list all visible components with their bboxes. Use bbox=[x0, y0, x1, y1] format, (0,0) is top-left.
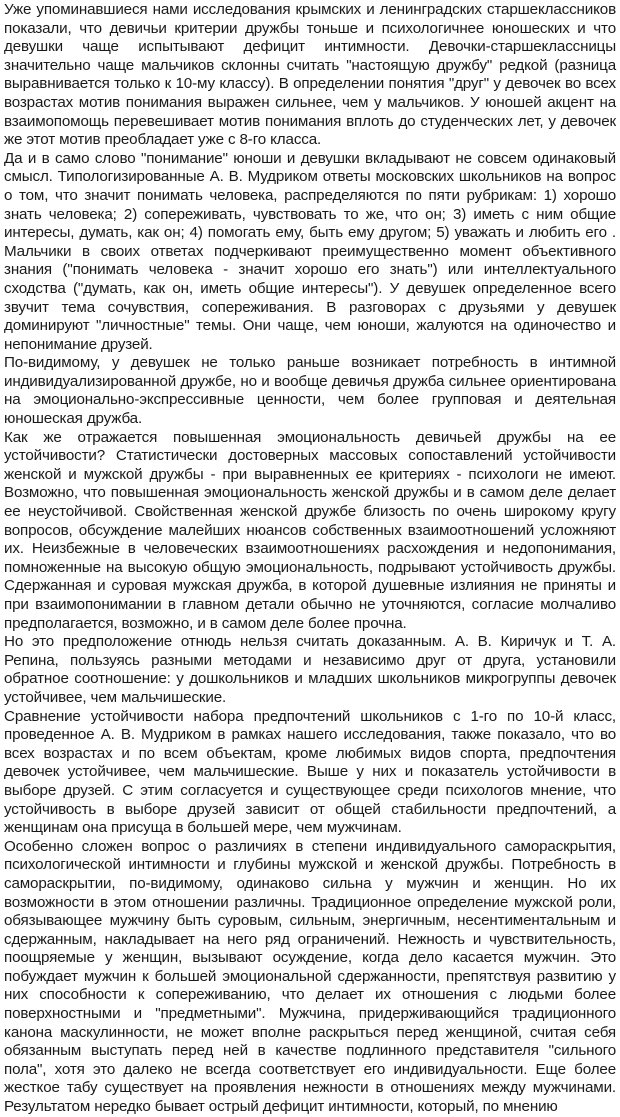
document-page bbox=[4, 0, 616, 1117]
paragraph-3: По-видимому, у девушек не только раньше возникает потребность в интимной индивидуализированной дружбе, но и вообще девичья дружба сильнее ориентирована на эмоционально-экспрессивные ценности, чем более групповая и деятельная юношеская дружба. bbox=[4, 354, 616, 428]
paragraph-5: Но это предположение отнюдь нельзя считать доказанным. А. В. Киричук и Т. А. Репина, пользуясь разными методами и независимо друг от друга, установили обратное соотношение: у дошкольников и младших школьников микрогруппы девочек устойчивее, чем мальчишеские. bbox=[4, 633, 616, 706]
paragraph-7: Особенно сложен вопрос о различиях в степени индивидуального самораскрытия, психологической интимности и глубины мужской и женской дружбы. Потребность в самораскрытии, по-видимому, одинаково сильна у мужчин и женщин. Но их возможности в этом отношении различны. Традиционное определение мужской роли, обязывающее мужчину быть суровым, сильным, энергичным, несентиментальным и сдержанным, накладывает на него ряд ограничений. Нежность и чувствительность, поощряемые у женщин, вызывают осуждение, когда дело касается мужчин. Это побуждает мужчин к большей эмоциональной сдержанности, препятствуя развитию у них способности к сопереживанию, что делает их отношения с людьми более поверхностными и "предметными". Мужчина, придерживающийся традиционного канона маскулинности, не может вполне раскрыться перед женщиной, считая себя обязанным выступать перед ней в качестве подлинного представителя "сильного пола", хотя это далеко не всегда соответствует его индивидуальности. Еще более жесткое табу существует на проявления нежности в отношениях между мужчинами. Результатом нередко бывает острый дефицит интимности, который, по мнению bbox=[4, 837, 616, 1116]
paragraph-4: Как же отражается повышенная эмоциональность девичьей дружбы на ее устойчивости? Статистически достоверных массовых сопоставлений устойчивости женской и мужской дружбы - при выравненных ее критериях - психологи не имеют. Возможно, что повышенная эмоциональность женской дружбы и в самом деле делает ее неустойчивой. Свойственная женской дружбе близость по очень широкому кругу вопросов, обсуждение малейших нюансов собственных взаимоотношений усложняют их. Неизбежные в человеческих взаимоотношениях расхождения и недопонимания, помноженные на высокую общую эмоциональность, подрывают устойчивость дружбы. Сдержанная и суровая мужская дружба, в которой душевные излияния не приняты и при взаимопонимании в главном детали обычно не уточняются, согласие молчаливо предполагается, возможно, и в самом деле более прочна. bbox=[4, 428, 616, 632]
paragraph-2: Да и в само слово "понимание" юноши и девушки вкладывают не совсем одинаковый смысл. Типологизированные А. В. Мудриком ответы московских школьников на вопрос о том, что значит понимать человека, распределяются по пяти рубрикам: 1) хорошо знать человека; 2) сопереживать, чувствовать то же, что он; 3) иметь с ним общие интересы, думать, как он; 4) помогать ему, быть ему другом; 5) уважать и любить его . Мальчики в своих ответах подчеркивают преимущественно момент объективного знания ("понимать человека - значит хорошо его знать") или интеллектуального сходства ("думать, как он, иметь общие интересы"). У девушек определенное всего звучит тема сочувствия, сопереживания. В разговорах с друзьями у девушек доминируют "личностные" темы. Они чаще, чем юноши, жалуются на одиночество и непонимание друзей. bbox=[4, 149, 616, 353]
paragraph-6: Сравнение устойчивости набора предпочтений школьников с 1-го по 10-й класс, проведенное А. В. Мудриком в рамках нашего исследования, также показало, что во всех возрастах и по всем объектам, кроме любимых видов спорта, предпочтения девочек устойчивее, чем мальчишеские. Выше у них и показатель устойчивости в выборе друзей. С этим согласуется и существующее среди психологов мнение, что устойчивость в выборе друзей зависит от общей стабильности предпочтений, а женщинам она присуща в большей мере, чем мужчинам. bbox=[4, 707, 616, 837]
paragraph-1: Уже упоминавшиеся нами исследования крымских и ленинградских старшеклассников показали, что девичьи критерии дружбы тоньше и психологичнее юношеских и что девушки чаще испытывают дефицит интимности. Девочки-старшеклассницы значительно чаще мальчиков склонны считать "настоящую дружбу" редкой (разница выравнивается только к 10-му классу). В определении понятия "друг" у девочек во всех возрастах мотив понимания выражен сильнее, чем у мальчиков. У юношей акцент на взаимопомощь перевешивает мотив понимания вплоть до студенческих лет, у девочек же этот мотив преобладает уже с 8-го класса. bbox=[4, 1, 616, 149]
